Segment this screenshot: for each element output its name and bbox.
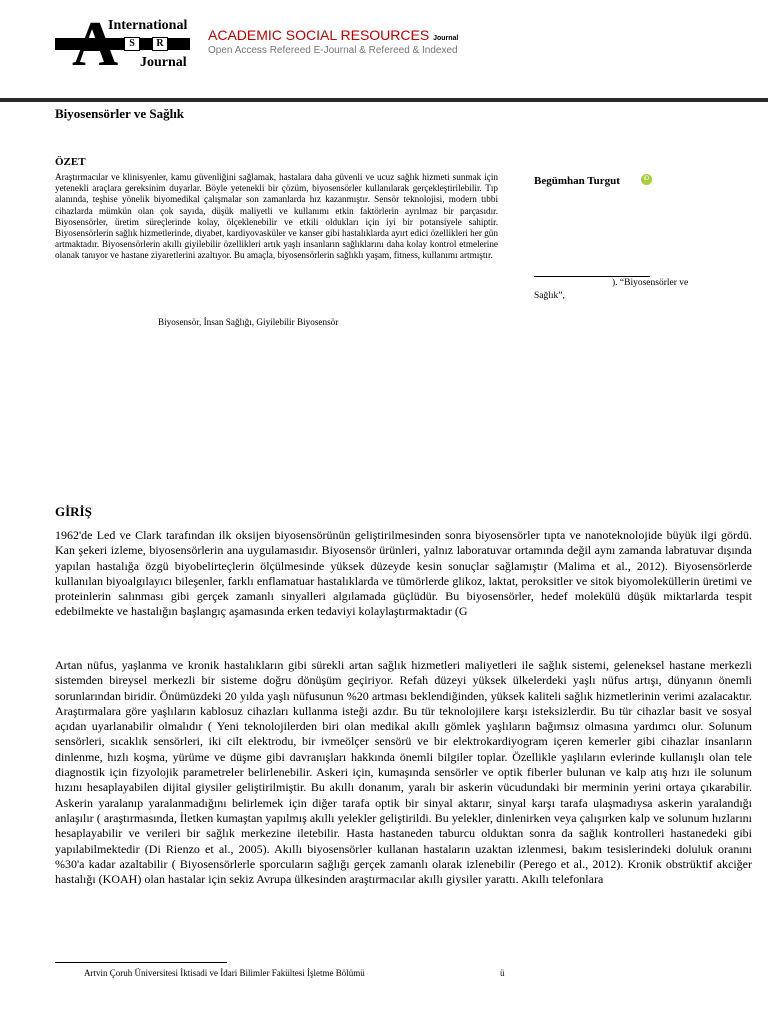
citation-line-1: ). “Biyosensörler ve xyxy=(612,278,689,288)
giris-heading: GİRİŞ xyxy=(55,504,92,519)
header-divider xyxy=(0,98,768,102)
brand-title-text: ACADEMIC SOCIAL RESOURCES xyxy=(208,27,430,43)
logo-international: International xyxy=(108,18,188,33)
logo-journal: Journal xyxy=(140,55,187,70)
citation-line-2: Sağlık”, xyxy=(534,291,565,301)
logo-r: R xyxy=(152,37,168,51)
brand-title-small: Journal xyxy=(433,35,459,42)
abstract-text: Araştırmacılar ve klinisyenler, kamu güvenliğini sağlamak, hastalara daha güvenli ve ucuz sağlık hizmeti sunmak için yetenekli araçlara gereksinim duyarlar. Böyle yetenekli bir çözüm, biyosensörler kullanılarak gerçekleştirilebilir. Tıp alanında, teşhise yönelik biyomedikal çalışmalar son zamanlarda hız kazanmıştır. Sensör teknolojisi, modern tıbbi cihazlarda mümkün olan çok sayıda, düşük maliyetli ve kullanımı etkin faktörlerin ayrılmaz bir parçasıdır. Biyosensörler, üretim süreçlerinde kolay, ölçeklenebilir ve etkili oldukları için iyi bir potansiyele sahiptir. Biyosensörlerin sağlık hizmetlerinde, diyabet, kardiyovasküler ve kanser gibi hastalıklarda ayırt edici özellikleri her gün artmaktadır. Biyosensörlerin akıllı giyilebilir özellikleri artık yaşlı insanların sağlıklarını daha kolay kontrol etmelerine olanak tanıyor ve hastane ziyaretlerini azaltıyor. Bu amaçla, biyosensörlerin sağlıklı yaşam, fitness, kullanımı artmıştır. xyxy=(55,172,498,261)
orcid-icon[interactable]: iD xyxy=(641,174,652,185)
footnote-affiliation: Artvin Çoruh Üniversitesi İktisadi ve İdari Bilimler Fakültesi İşletme Bölümü xyxy=(84,968,365,978)
logo-s: S xyxy=(124,37,140,51)
ozet-heading: ÖZET xyxy=(55,156,86,168)
author-name: Begümhan Turgut xyxy=(534,175,620,187)
citation-rule xyxy=(534,276,650,277)
footnote-rule xyxy=(55,962,227,963)
body-paragraph-1: 1962'de Led ve Clark tarafından ilk oksijen biyosensörünün geliştirilmesinden sonra biyosensörler tıpta ve nanoteknolojide büyük ilgi gördü. Kan şekeri izleme, biyosensörlerin ana uygulamasıdır. Biyosensör ürünleri, yalnız laboratuvar ortamında değil aynı zamanda labratuvar dışında yapılan hastalığa özgü biyobelirteçlerin ölçülmesinde yüksek düzeyde kesin sonuçlar sağlamıştır (Malima et al., 2012). Biyosensörlerde kullanılan biyoalgılayıcı bileşenler, farklı enflamatuar hastalıklarda ve tümörlerde glikoz, laktat, peroksitler ve sitok biyomoleküllerin üretimi ve proteinlerin salınması gibi gerçek zamanlı sinyalleri algılamada güçlüdür. Bu biyosensörler, hedef molekülü düşük miktarlarda tespit edebilmekte ve hastalığın başlangıç aşamasında erken tedaviyi kolaylaştırmaktadır (G xyxy=(55,528,752,619)
article-title: Biyosensörler ve Sağlık xyxy=(55,106,185,121)
body-paragraph-2: Artan nüfus, yaşlanma ve kronik hastalıkların gibi sürekli artan sağlık hizmetleri maliyetleri ile sağlık sistemi, geleneksel hastane merkezli sistemden bireysel merkezli bir sisteme doğru dönüşüm geçiriyor. Refah düzeyi yüksek ülkelerdeki yaşlı nüfus artışı, dünyanın önemli sorunlarından biridir. Önümüzdeki 20 yılda yaşlı nüfusunun %20 artması beklendiğinden, yüksek kaliteli sağlık hizmetlerinin verimi azalacaktır. Araştırmalara göre yaşlıların kablosuz cihazları kullanma isteği azdır. Bu tür teknolojilere karşı isteksizlerdir. Bu tür cihazlar basit ve sosyal açıdan uyarlanabilir olmalıdır ( Yeni teknolojilerden biri olan medikal akıllı gömlek yaşlıların bağımsız olmasına yardımcı olur. Solunum sensörleri, sıcaklık sensörleri, iki cilt elektrodu, bir ivmeölçer sensörü ve bir elektrokardiyogram içeren kemerler gibi cihazlar insanların dinlenme, hızlı koşma, yürüme ve düşme gibi davranışları hakkında önemli bilgiler toplar. Özellikle yaşlıların evlerinde kullanışlı olan tele diagnostik için fizyolojik parametreler belirlenebilir. Askeri için, kumaşında sensörler ve optik fiberler bulunan ve kalp atış hızı ile solunum hızını hesaplayabilen dijital giysiler geliştirilmiştir. Bu akıllı donanım, yaralı bir askerin vücudundaki bir merminin yerini ortaya çıkarabilir. Askerin yaralanıp yaralanmadığını belirlemek için diğer tarafa optik bir sinyal aktarır, sinyal karşı tarafa ulaşmadıysa askerin yaralandığı anlaşılır ( araştırmasında, İletken kumaştan yapılmış akıllı yelekler geliştirildi. Bu yelekler, dinlenirken veya çalışırken kalp ve solunum hızlarını hesaplayabilir ve verileri bir sağlık merkezine iletebilir. Hasta hastaneden taburcu olduktan sonra da sağlık kontrolleri hastanedeki gibi yapılabilmektedir (Di Rienzo et al., 2005). Akıllı biyosensörler kullanan hastaların uzaktan izlenmesi, bakım tesislerindeki doluluk oranını %30'a kadar azaltabilir ( Biyosensörlerle sporcuların sağlığı gerçek zamanlı olarak izlenebilir (Perego et al., 2012). Kronik obstrüktif akciğer hastalığı (KOAH) olan hastalar için sekiz Avrupa ülkesinden araştırmacılar akıllı giysiler yarattı. Akıllı telefonlara xyxy=(55,658,752,887)
brand-subtitle: Open Access Refereed E-Journal & Refereed & Indexed xyxy=(208,45,458,56)
logo-letter-a: A xyxy=(72,8,119,79)
keywords: Biyosensör, İnsan Sağlığı, Giyilebilir Biyosensör xyxy=(158,317,339,327)
footnote-tail: ü xyxy=(500,968,505,978)
brand-title xyxy=(208,27,458,43)
